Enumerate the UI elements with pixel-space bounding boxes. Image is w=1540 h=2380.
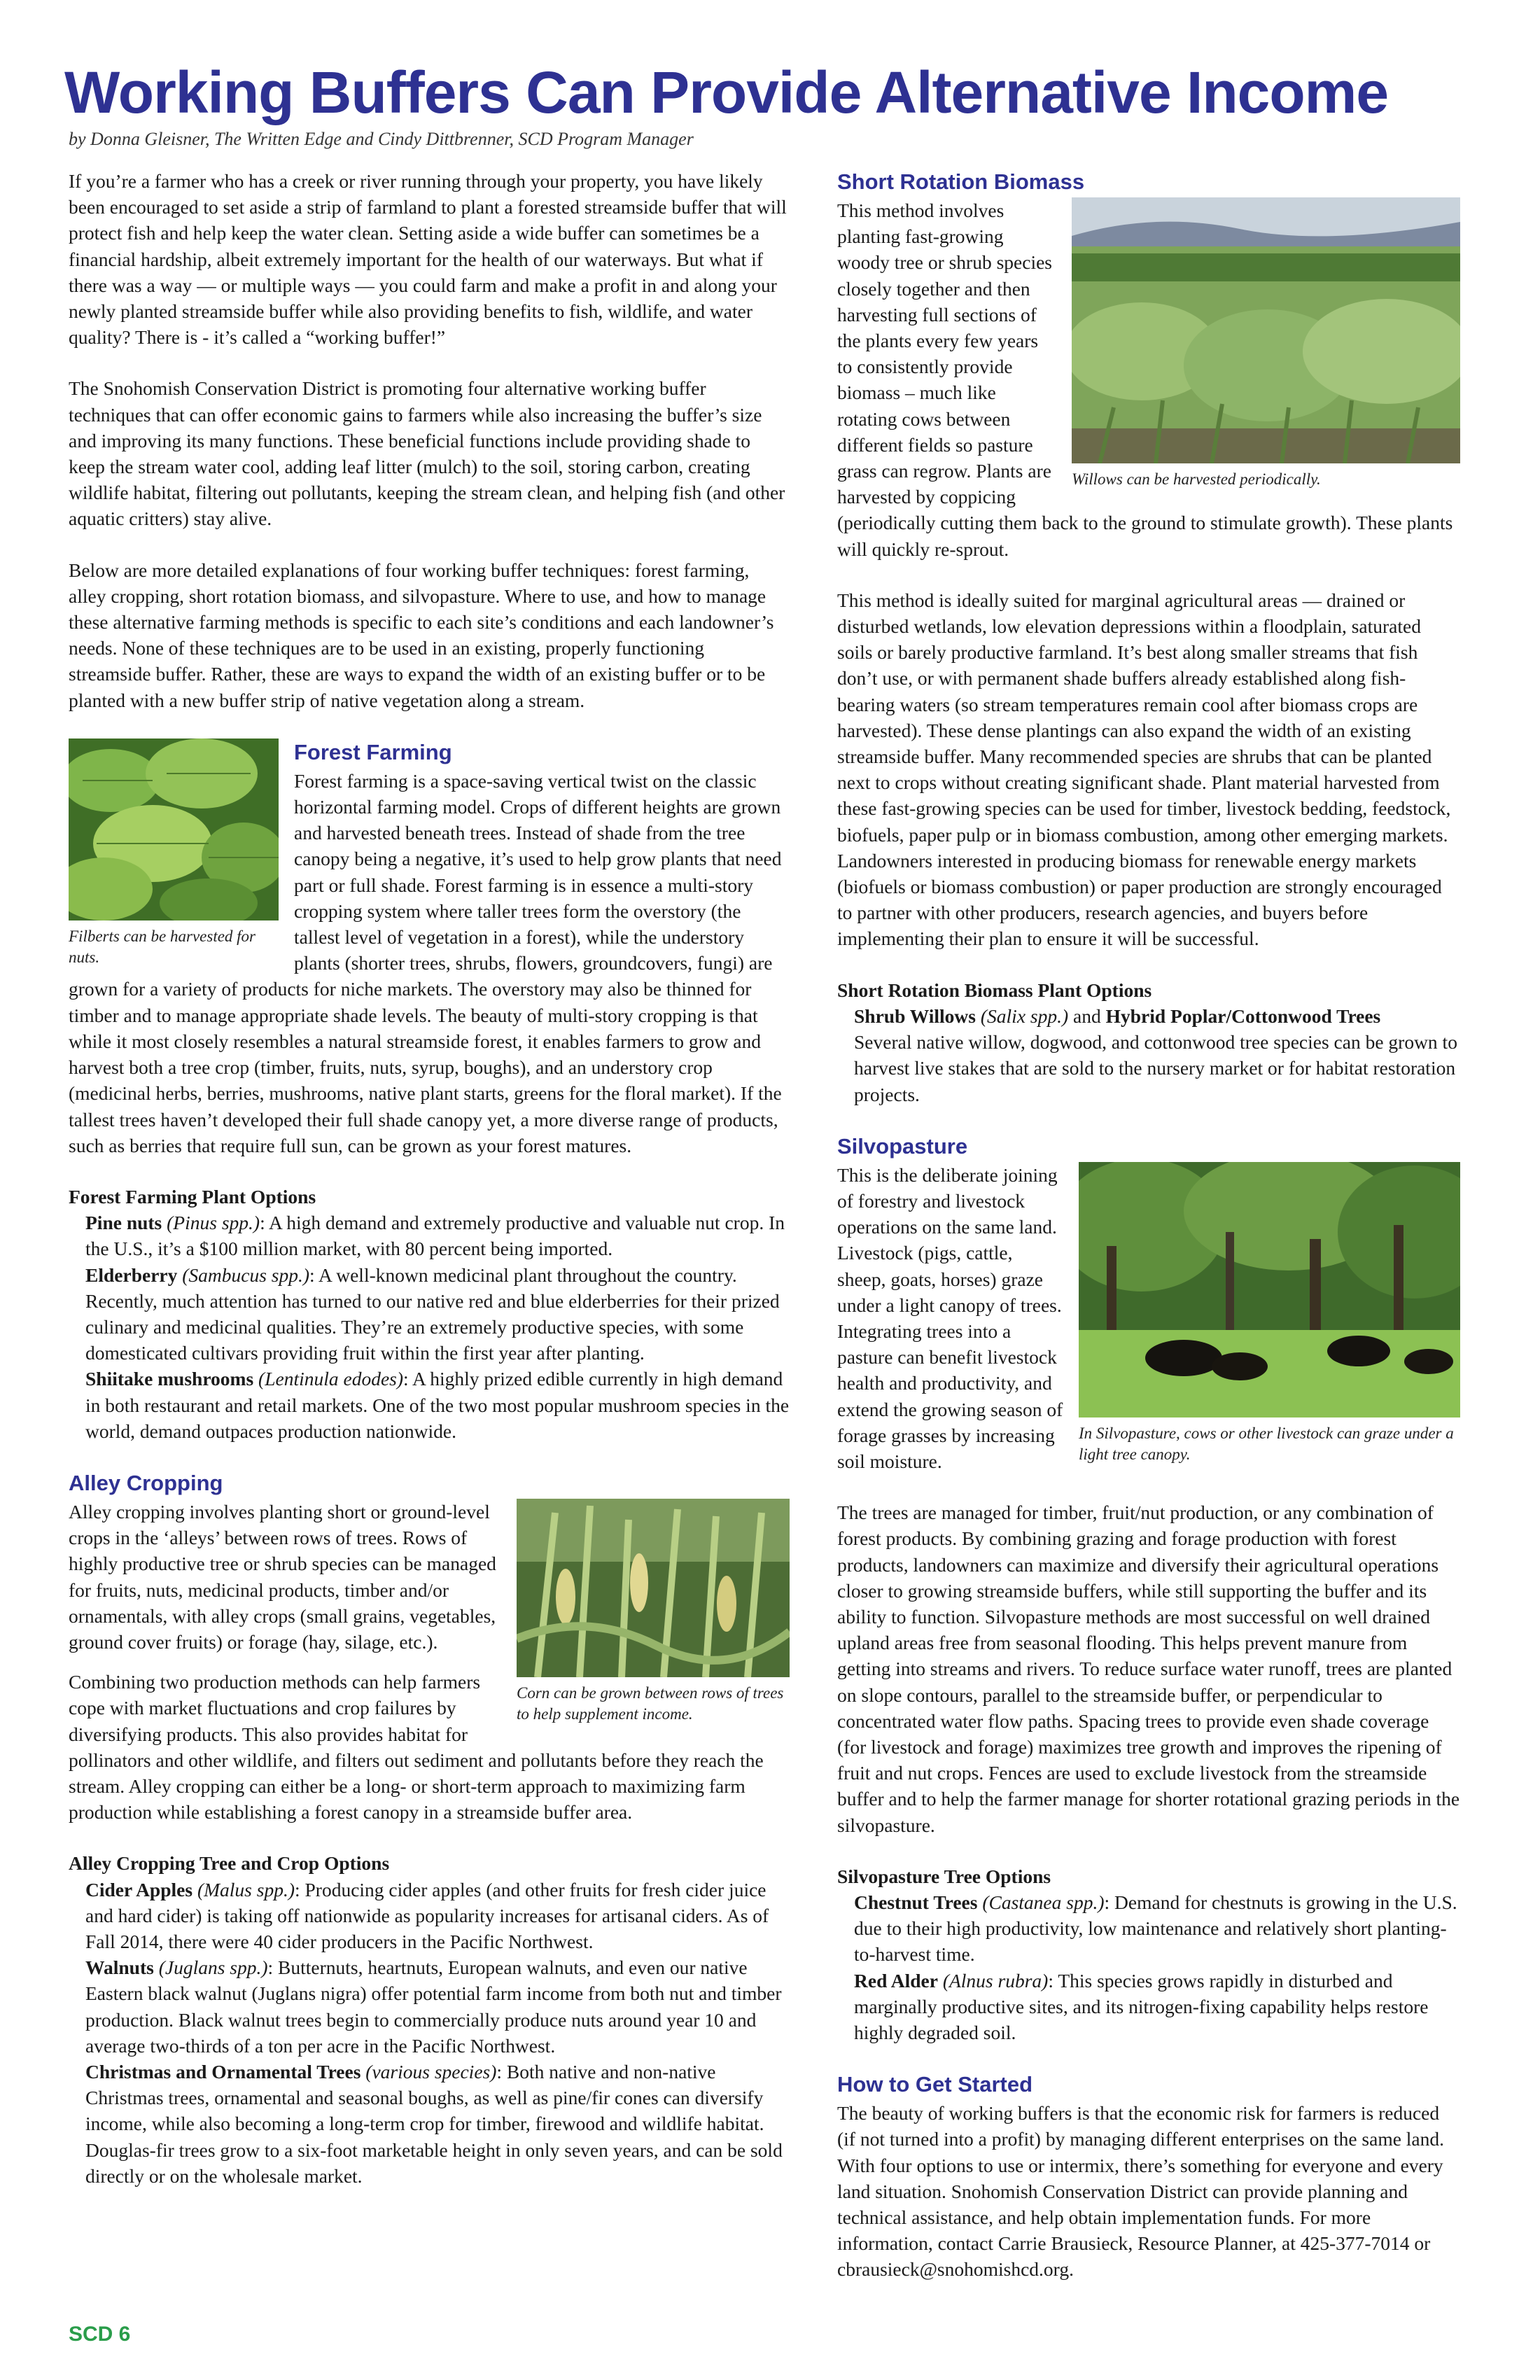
forest-farming-options (69, 1210, 790, 1444)
corn-caption: Corn can be grown between rows of trees to help supplement income. (517, 1684, 784, 1723)
willow-figure (1072, 197, 1460, 490)
forest-farming-body: Forest farming is a space-saving vertical twist on the classic horizontal farming model. Crops of different heights are grown and harvested beneath trees. Instead of shade from the tree canopy being a negative, it’s used to help grow plants that need part or full shade. Forest farming is in essence a multi-story cropping system where taller trees form the overstory (the tallest level of vegetation in a forest), while the understory plants (shorter trees, shrubs, flowers, groundcovers, fungi) are grown for a variety of products for niche markets. The overstory may also be thinned for timber and to manage appropriate shade levels. The beauty of multi-story cropping is that while it most closely resembles a natural streamside forest, it enables farmers to grow and harvest both a tree crop (timber, fruits, nuts, syrup, boughs), and an understory crop (medicinal herbs, berries, mushrooms, native plant starts, greens for the floral market). If the tallest trees haven’t developed their full shade canopy yet, a more diverse range of products, such as berries that require full sun, can be grown as your forest matures. (69, 769, 782, 1156)
option-red-alder: Red Alder (Alnus rubra): This species grows rapidly in disturbed and marginally productive sites, and its nitrogen-fixing capability helps restore highly degraded soil. (854, 1969, 1429, 2043)
short-rotation-heading: Short Rotation Biomass (837, 169, 1085, 194)
page-footer: SCD 6 (69, 2323, 131, 2346)
option-christmas-trees: Christmas and Ornamental Trees (various species): Both native and non-native Christmas trees, ornamental and seasonal boughs, as well as pine/fir cones can diversify income, while also becoming a long-term crop for timber, firewood and wildlife habitat. Douglas-fir trees grow to a six-foot marketable height in only seven years, and can be sold directly or on the wholesale market. (85, 2061, 783, 2187)
alley-cropping-p2: Combining two production methods can help farmers cope with market fluctuations and crop failures by diversifying products. This also provides habitat for pollinators and other wildlife, and filters out sediment and pollutants before they reach the stream. Alley cropping can either be a long- or short-term approach to maximizing farm production while establishing a forest canopy in a streamside buffer area. (69, 1671, 764, 1823)
option-elderberry: Elderberry (Sambucus spp.): A well-known medicinal plant throughout the country. Recently, much attention has turned to our native red and blue elderberries for their prized culinary and medicinal qualities. They’re an extremely productive species, with some domesticated cultivars providing fruit within the first year after planting. (85, 1264, 780, 1364)
right-column (837, 168, 1460, 2308)
intro-paragraph-2: The Snohomish Conservation District is promoting four alternative working buffer techniques that can offer economic gains to farmers while also increasing the buffer’s size and improving its many functions. These beneficial functions include providing shade to keep the stream water cool, adding leaf litter (mulch) to the soil, storing carbon, creating wildlife habitat, filtering out pollutants, keeping the stream clean, and helping fish (and other aquatic critters) stay alive. (69, 377, 785, 530)
alley-cropping-heading: Alley Cropping (69, 1470, 223, 1495)
willow-caption: Willows can be harvested periodically. (1072, 470, 1321, 488)
option-shrub-willows: Shrub Willows (Salix spp.) and Hybrid Poplar/Cottonwood Trees (854, 1004, 1381, 1027)
silvopasture-options (837, 1889, 1460, 2045)
cows-grazing-photo (1079, 1162, 1460, 1418)
filbert-caption: Filberts can be harvested for nuts. (69, 927, 256, 966)
silvopasture-caption: In Silvopasture, cows or other livestock can graze under a light tree canopy. (1079, 1424, 1454, 1463)
get-started-heading: How to Get Started (837, 2072, 1033, 2097)
intro-paragraph-3: Below are more detailed explanations of four working buffer techniques: forest farming, alley cropping, short rotation biomass, and silvopasture. Where to use, and how to manage these alternative farming methods is specific to each site’s conditions and each landowner’s needs. None of these techniques are to be used in an existing, properly functioning streamside buffer. Rather, these are ways to expand the width of an existing buffer or to be planted with a new buffer strip of native vegetation along a stream. (69, 559, 774, 711)
corn-rows-photo (517, 1499, 790, 1677)
short-rotation-p2: This method is ideally suited for marginal agricultural areas — drained or disturbed wetlands, low elevation depressions within a floodplain, saturated soils or barely productive farmland. It’s best along smaller streams that fish don’t use, or with permanent shade buffers already established along fish-bearing waters (so stream temperatures remain cool after biomass crops are harvested). These dense plantings can also expand the width of an existing streamside buffer. Many recommended species are shrubs that can be planted next to crops without creating significant shade. Plant material harvested from these fast-growing species can be used for timber, livestock bedding, feedstock, biofuels, paper pulp or in biomass combustion, among other emerging markets. Landowners interested in producing biomass for renewable energy markets (biofuels or biomass combustion) or paper production are strongly encouraged to partner with other producers, research agencies, and buyers before implementing their plan to ensure it will be successful. (837, 589, 1451, 950)
short-rotation-p1: This method involves planting fast-growing woody tree or shrub species closely together and then harvesting full sections of the plants every few years to consistently provide biomass – much like rotating cows between different fields so pasture grass can regrow. Plants are harvested by coppicing (periodically cutting them back to the ground to stimulate growth). These plants will quickly re-sprout. (837, 200, 1453, 560)
short-rotation-options (837, 1003, 1460, 1107)
option-walnuts: Walnuts (Juglans spp.): Butternuts, heartnuts, European walnuts, and even our native Eastern black walnut (Juglans nigra) offer potential farm income from both nut and timber production. Black walnut trees begin to commercially produce nuts around year 10 and average two-thirds of a ton per acre in the Pacific Northwest. (85, 1956, 782, 2057)
silvopasture-p1: This is the deliberate joining of forestry and livestock operations on the same land. Livestock (pigs, cattle, sheep, goats, horses) graze under a light canopy of trees. Integrating trees into a pasture can benefit livestock health and productivity, and extend the growing season of forage grasses by increasing soil moisture. (837, 1163, 1063, 1472)
alley-cropping-options (69, 1877, 790, 2189)
left-column (69, 168, 790, 2214)
alley-cropping-p1: Alley cropping involves planting short or ground-level crops in the ‘alleys’ between rows of trees. Rows of highly productive tree or shrub species can be managed for fruits, nuts, medicinal products, timber and/or ornamentals, with alley crops (small grains, vegetables, ground cover fruits) or forage (hay, silage, etc.). (69, 1500, 496, 1653)
intro-paragraph-1: If you’re a farmer who has a creek or river running through your property, you have likely been encouraged to set aside a strip of farmland to plant a forested streamside buffer that will protect fish and help keep the water clean. Setting aside a wide buffer can sometimes be a financial hardship, albeit extremely important for the health of our waterways. But what if there was a way — or multiple ways — you could farm and make a profit in and along your newly planted streamside buffer while also providing benefits to fish, wildlife, and water quality? There is - it’s called a “working buffer!” (69, 170, 787, 349)
willow-field-photo (1072, 197, 1460, 463)
byline: by Donna Gleisner, The Written Edge and Cindy Dittbrenner, SCD Program Manager (69, 129, 694, 149)
alley-cropping-options-heading: Alley Cropping Tree and Crop Options (69, 1852, 390, 1875)
silvopasture-options-heading: Silvopasture Tree Options (837, 1865, 1051, 1887)
silvopasture-figure (1079, 1162, 1460, 1465)
option-pine-nuts: Pine nuts (Pinus spp.): A high demand and extremely productive and valuable nut crop. In the U.S., it’s a $100 million market, with 80 percent being imported. (85, 1212, 785, 1260)
option-shiitake: Shiitake mushrooms (Lentinula edodes): A highly prized edible currently in high demand in both restaurant and retail markets. One of the two most popular mushroom species in the world, demand outpaces production nationwide. (85, 1368, 790, 1442)
get-started-body: The beauty of working buffers is that the economic risk for farmers is reduced (if not turned into a profit) by managing different enterprises on the same land. With four options to use or intermix, there’s something for everyone and every land situation. Snohomish Conservation District can provide planning and technical assistance, and help obtain implementation funds. For more information, contact Carrie Brausieck, Resource Planner, at 425-377-7014 or cbrausieck@snohomishcd.org. (837, 2102, 1445, 2281)
silvopasture-p2: The trees are managed for timber, fruit/nut production, or any combination of forest products. By combining grazing and forage production with forest products, landowners can maximize and diversify their agricultural operations closer to growing streamside buffers, while still supporting the buffer and its ability to function. Silvopasture methods are most successful on well drained upland areas free from seasonal flooding. This helps prevent manure from getting into streams and rivers. To reduce surface water runoff, trees are planted on slope contours, parallel to the streamside buffer, or perpendicular to concentrated water flow paths. Spacing trees to provide even shade coverage (for livestock and forage) maximizes tree growth and improves the ripening of fruit and nut crops. Fences are used to exclude livestock from the streamside buffer and to help the farmer manage for shorter rotational grazing periods in the silvopasture. (837, 1502, 1460, 1836)
forest-farming-options-heading: Forest Farming Plant Options (69, 1185, 316, 1208)
option-cider-apples: Cider Apples (Malus spp.): Producing cider apples (and other fruits for fresh cider juice and hard cider) is taking off nationwide as popularity increases for artisanal ciders. As of Fall 2014, there were 40 cider producers in the Pacific Northwest. (85, 1878, 769, 1952)
short-rotation-options-heading: Short Rotation Biomass Plant Options (837, 979, 1152, 1001)
filbert-figure (69, 738, 279, 968)
forest-farming-heading: Forest Farming (294, 739, 452, 764)
option-shrub-willows-text: Several native willow, dogwood, and cottonwood tree species can be grown to harvest live stakes that are sold to the nursery market or for habitat restoration projects. (854, 1031, 1457, 1105)
option-chestnut: Chestnut Trees (Castanea spp.): Demand for chestnuts is growing in the U.S. due to their high productivity, low maintenance and relatively short planting-to-harvest time. (854, 1891, 1457, 1966)
article-title: Working Buffers Can Provide Alternative Income (64, 59, 1389, 125)
filbert-leaves-photo (69, 738, 279, 920)
corn-figure (517, 1499, 790, 1725)
silvopasture-heading: Silvopasture (837, 1133, 968, 1158)
